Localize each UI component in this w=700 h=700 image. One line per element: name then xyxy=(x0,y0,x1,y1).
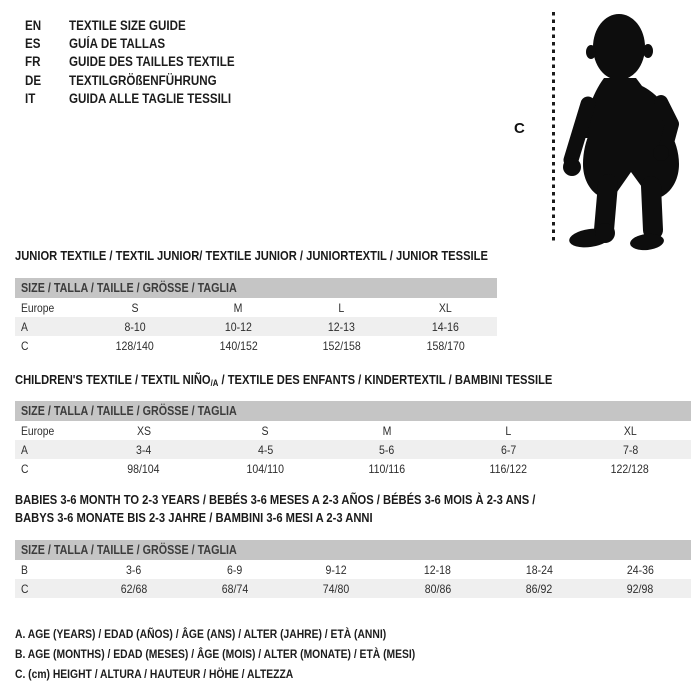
section-title-text: JUNIOR TEXTILE / TEXTIL JUNIOR/ TEXTILE JUNIOR / JUNIORTEXTIL / JUNIOR TESSILE xyxy=(15,248,488,263)
section-title-line xyxy=(15,509,620,527)
language-row xyxy=(25,16,262,34)
table-row xyxy=(15,336,497,355)
table-cell: 7-8 xyxy=(622,442,638,457)
language-row xyxy=(25,53,262,71)
size-header-text: SIZE / TALLA / TAILLE / GRÖSSE / TAGLIA xyxy=(21,281,237,295)
row-label: C xyxy=(21,581,29,596)
table-cell: 92/98 xyxy=(627,581,654,596)
row-label: C xyxy=(21,338,29,353)
babies-size-table xyxy=(15,540,691,598)
table-cell: 14-16 xyxy=(431,319,459,334)
junior-section-title xyxy=(15,247,565,265)
figure-measure-label: C xyxy=(514,120,525,137)
table-cell: 140/152 xyxy=(219,338,258,353)
size-header-band xyxy=(15,540,691,560)
footnote-line: A. AGE (YEARS) / EDAD (AÑOS) / ÂGE (ANS) / ALTER (JAHRE) / ETÀ (ANNI) xyxy=(15,627,387,641)
table-cell: 12-18 xyxy=(424,562,452,577)
table-cell: 86/92 xyxy=(525,581,553,596)
table-cell: 152/158 xyxy=(322,338,361,353)
table-cell: M xyxy=(382,423,392,438)
table-row xyxy=(15,421,691,440)
language-label: TEXTILGRÖßENFÜHRUNG xyxy=(69,72,217,88)
row-label: B xyxy=(21,562,28,577)
section-title-line xyxy=(15,491,620,509)
table-cell: 6-9 xyxy=(227,562,243,577)
table-cell: L xyxy=(338,300,345,315)
language-code: ES xyxy=(25,36,41,52)
row-label: Europe xyxy=(21,300,55,315)
junior-size-table xyxy=(15,278,497,355)
table-cell: M xyxy=(233,300,243,315)
table-cell: 122/128 xyxy=(611,461,650,476)
table-cell: 3-6 xyxy=(126,562,142,577)
size-header-text: SIZE / TALLA / TAILLE / GRÖSSE / TAGLIA xyxy=(21,404,237,418)
babies-section-title xyxy=(15,491,620,527)
table-cell: 24-36 xyxy=(626,562,654,577)
section-title-text: BABIES 3-6 MONTH TO 2-3 YEARS / BEBÉS 3-6 MESES A 2-3 AÑOS / BÉBÉS 3-6 MOIS À 2-3 ANS / xyxy=(15,492,536,507)
row-label: A xyxy=(21,442,28,457)
language-row xyxy=(25,34,262,52)
table-cell: 62/68 xyxy=(120,581,147,596)
language-label: TEXTILE SIZE GUIDE xyxy=(69,17,186,33)
row-label: A xyxy=(21,319,28,334)
language-label: GUÍA DE TALLAS xyxy=(69,36,166,52)
table-row xyxy=(15,560,691,579)
table-cell: 98/104 xyxy=(127,461,160,476)
language-label: GUIDA ALLE TAGLIE TESSILI xyxy=(69,91,232,107)
language-code: IT xyxy=(25,91,36,107)
table-cell: XS xyxy=(136,423,151,438)
table-cell: 10-12 xyxy=(224,319,252,334)
table-row xyxy=(15,317,497,336)
table-row xyxy=(15,440,691,459)
footnote-list xyxy=(15,624,480,684)
footnote-line: C. (cm) HEIGHT / ALTURA / HAUTEUR / HÖHE / ALTEZZA xyxy=(15,667,294,681)
section-title-line xyxy=(15,247,565,265)
language-label: GUIDE DES TAILLES TEXTILE xyxy=(69,54,235,70)
language-row xyxy=(25,71,262,89)
children-section-title xyxy=(15,371,640,390)
language-code: DE xyxy=(25,72,42,88)
table-row xyxy=(15,459,691,478)
row-label: Europe xyxy=(21,423,55,438)
table-cell: 80/86 xyxy=(424,581,451,596)
table-cell: 68/74 xyxy=(221,581,249,596)
language-code: FR xyxy=(25,54,41,70)
table-cell: S xyxy=(131,300,139,315)
section-title-text: BABYS 3-6 MONATE BIS 2-3 JAHRE / BAMBINI 3-6 MESI A 2-3 ANNI xyxy=(15,510,373,525)
table-cell: XL xyxy=(623,423,637,438)
table-cell: 18-24 xyxy=(525,562,553,577)
size-header-text: SIZE / TALLA / TAILLE / GRÖSSE / TAGLIA xyxy=(21,543,237,557)
language-code: EN xyxy=(25,17,42,33)
height-dotted-line xyxy=(552,12,555,244)
table-cell: 128/140 xyxy=(115,338,154,353)
table-cell: 9-12 xyxy=(325,562,347,577)
table-cell: 8-10 xyxy=(124,319,146,334)
table-row xyxy=(15,579,691,598)
table-cell: L xyxy=(505,423,512,438)
table-cell: 104/110 xyxy=(246,461,285,476)
language-list xyxy=(25,16,262,108)
table-cell: 116/122 xyxy=(489,461,528,476)
footnote-line: B. AGE (MONTHS) / EDAD (MESES) / ÂGE (MOIS) / ALTER (MONATE) / ETÀ (MESI) xyxy=(15,647,416,661)
table-cell: 12-13 xyxy=(328,319,356,334)
size-header-band xyxy=(15,278,497,298)
table-cell: 4-5 xyxy=(257,442,274,457)
table-cell: 110/116 xyxy=(368,461,406,476)
children-size-table xyxy=(15,401,691,478)
table-row xyxy=(15,298,497,317)
size-header-band xyxy=(15,401,691,421)
table-cell: 158/170 xyxy=(426,338,465,353)
table-cell: 6-7 xyxy=(500,442,517,457)
toddler-silhouette-icon xyxy=(558,6,700,252)
section-title-text: CHILDREN'S TEXTILE / TEXTIL NIÑO/A / TEXTILE DES ENFANTS / KINDERTEXTIL / BAMBINI TESSILE xyxy=(15,372,553,388)
table-cell: 3-4 xyxy=(136,442,152,457)
table-cell: 74/80 xyxy=(323,581,350,596)
table-cell: XL xyxy=(438,300,452,315)
row-label: C xyxy=(21,461,29,476)
language-row xyxy=(25,90,262,108)
table-cell: S xyxy=(261,423,269,438)
table-cell: 5-6 xyxy=(379,442,395,457)
